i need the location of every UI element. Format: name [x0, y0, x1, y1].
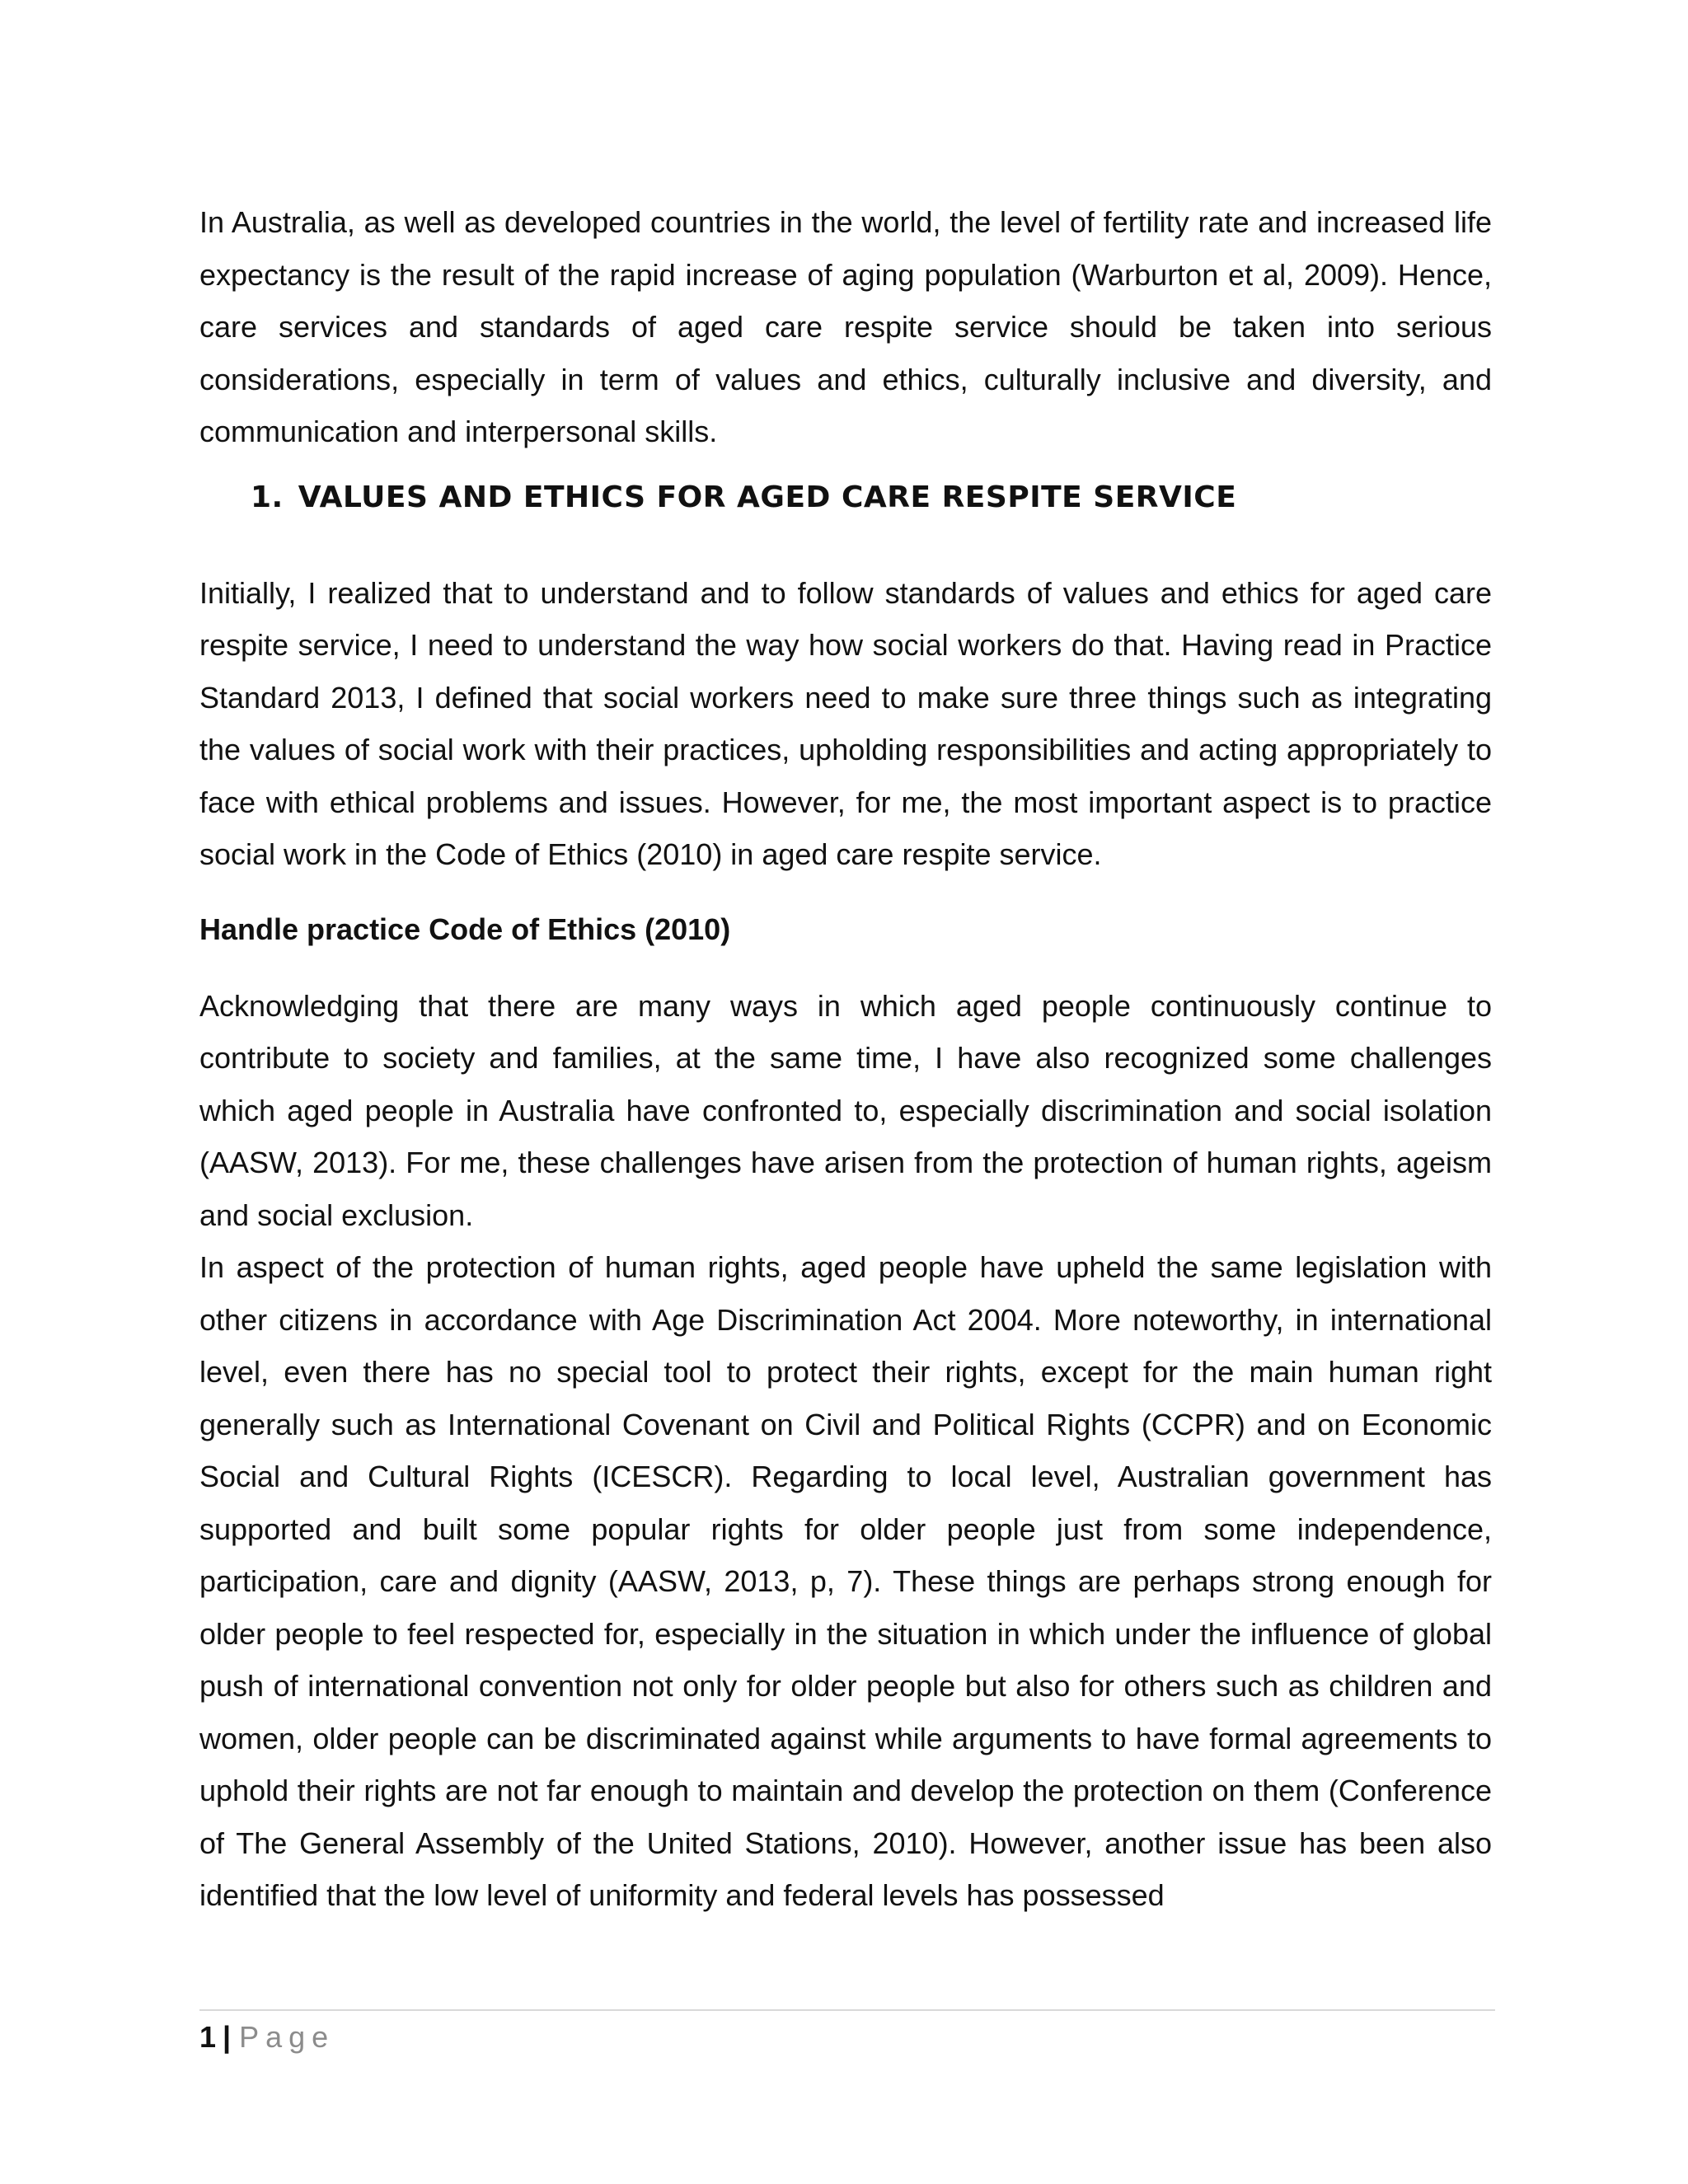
- footer-separator: |: [223, 2020, 232, 2054]
- subheading-code-of-ethics: Handle practice Code of Ethics (2010): [199, 912, 731, 946]
- section-heading: [199, 458, 1492, 537]
- paragraph-challenges: Acknowledging that there are many ways in which aged people continuously continue to contribute to society and families, at the same time, I have also recognized some challenges which aged people in Australia have confronted to, especially discrimination and social isolation (AASW, 2013). For me, these challenges have arisen from the protection of human rights, ageism and social exclusion.: [199, 988, 1492, 1232]
- section-title: VALUES AND ETHICS FOR AGED CARE RESPITE SERVICE: [298, 480, 1237, 514]
- page-label: Page: [239, 2020, 335, 2054]
- paragraph-human-rights: In aspect of the protection of human rights, aged people have upheld the same legislation with other citizens in accordance with Age Discrimination Act 2004. More noteworthy, in international level, even there has no special tool to protect their rights, except for the main human right generally such as International Covenant on Civil and Political Rights (CCPR) and on Economic Social and Cultural Rights (ICESCR). Regarding to local level, Australian government has supported and built some popular rights for older people just from some independence, participation, care and dignity (AASW, 2013, p, 7). These things are perhaps strong enough for older people to feel respected for, especially in the situation in which under the influence of global push of international convention not only for older people but also for others such as children and women, older people can be discriminated against while arguments to have formal agreements to uphold their rights are not far enough to maintain and develop the protection on them (Conference of The General Assembly of the United Stations, 2010). However, another issue has been also identified that the low level of uniformity and federal levels has possessed: [199, 1250, 1492, 1912]
- page-number: 1: [199, 2020, 217, 2054]
- page-footer: [199, 2009, 1495, 2057]
- document-body: [199, 196, 1492, 1922]
- paragraph-values-ethics: Initially, I realized that to understand and to follow standards of values and ethics for aged care respite service, I need to understand the way how social workers do that. Having read in Practice Standard 2013, I defined that social workers need to make sure three things such as integrating the values of social work with their practices, upholding responsibilities and acting appropriately to face with ethical problems and issues. However, for me, the most important aspect is to practice social work in the Code of Ethics (2010) in aged care respite service.: [199, 575, 1492, 871]
- section-number: 1.: [251, 480, 284, 514]
- intro-paragraph: In Australia, as well as developed countries in the world, the level of fertility rate and increased life expectancy is the result of the rapid increase of aging population (Warburton et al, 2009). Hence, care services and standards of aged care respite service should be taken into serious considerations, especially in term of values and ethics, culturally inclusive and diversity, and communication and interpersonal skills.: [199, 205, 1492, 448]
